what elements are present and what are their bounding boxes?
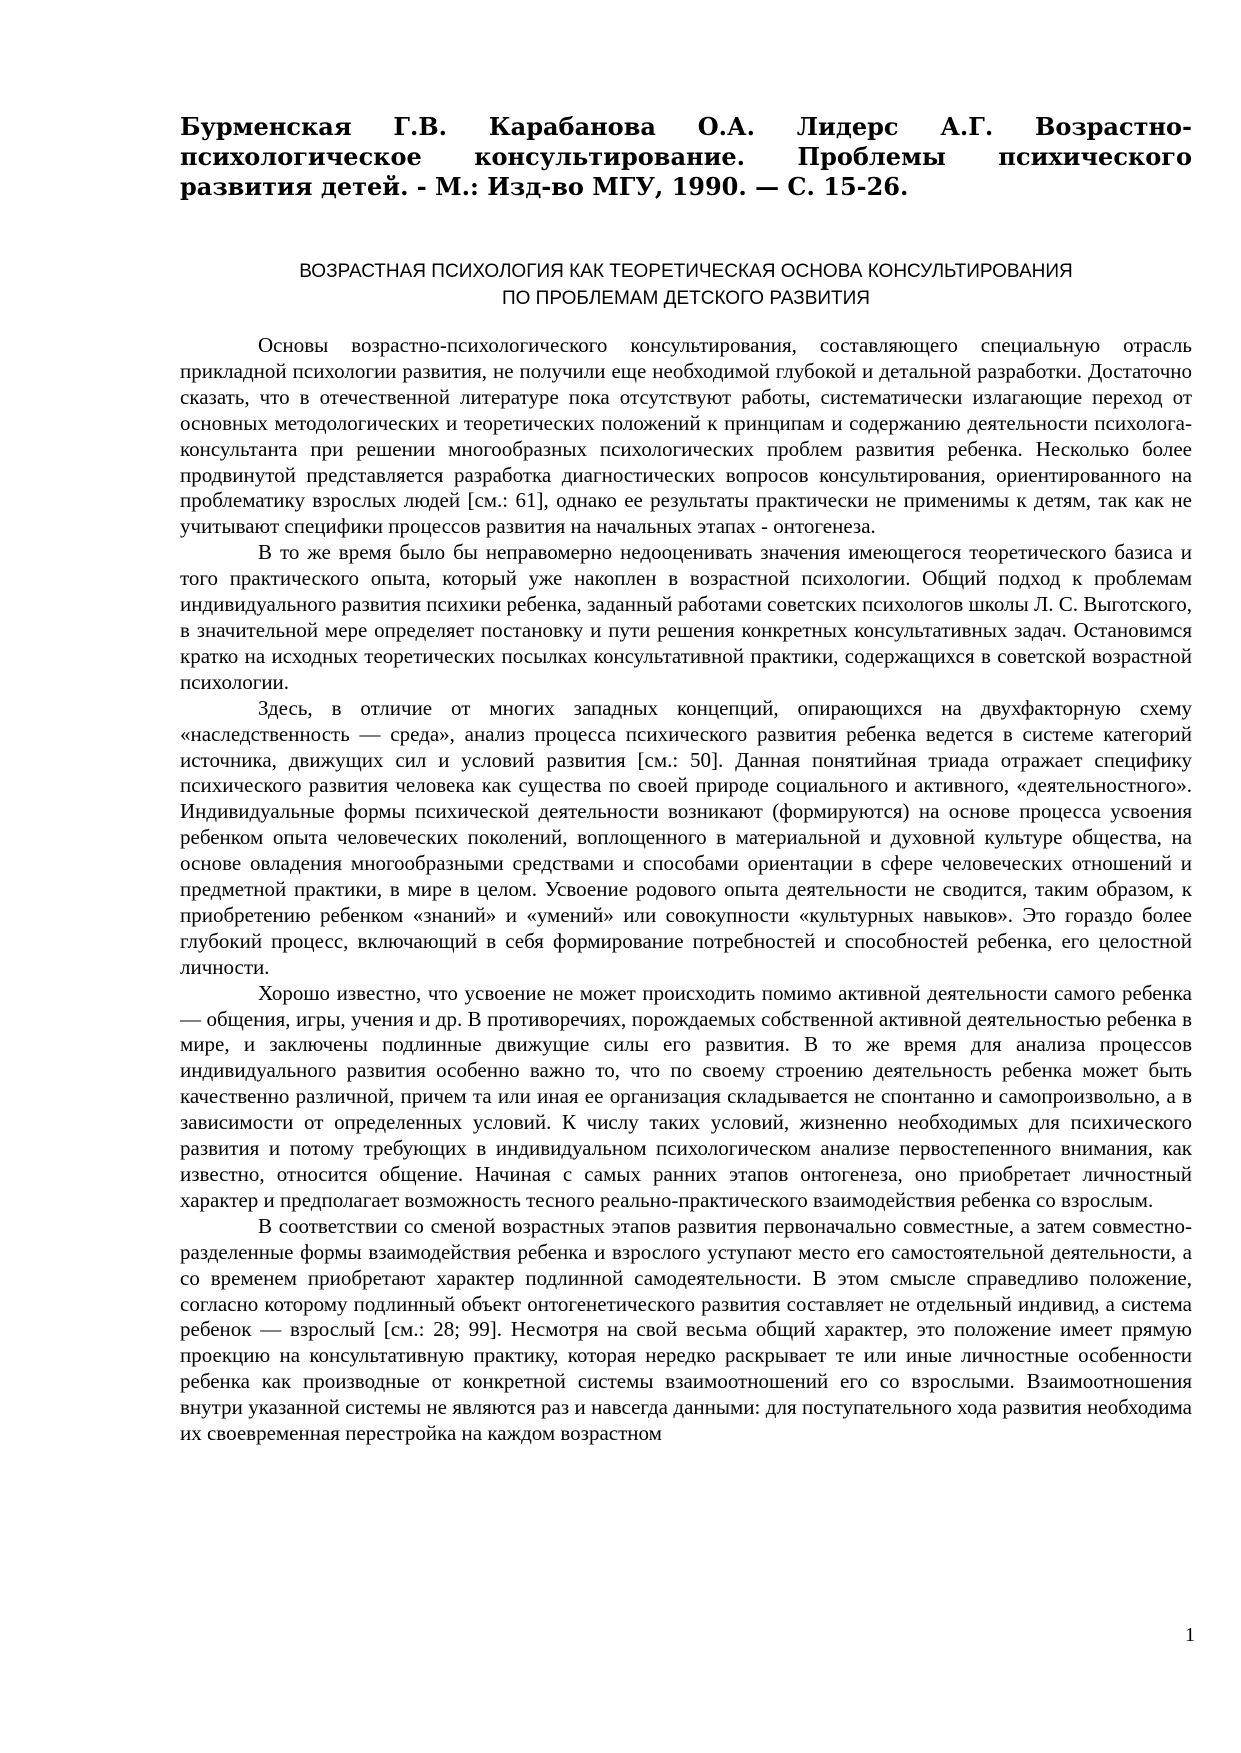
section-heading-line-1: ВОЗРАСТНАЯ ПСИХОЛОГИЯ КАК ТЕОРЕТИЧЕСКАЯ ОСНОВА КОНСУЛЬТИРОВАНИЯ — [299, 261, 1073, 282]
section-heading — [180, 258, 1192, 312]
paragraph-5: В соответствии со сменой возрастных этапов развития первоначально совместные, а затем совместно-разделенные формы взаимодействия ребенка и взрослого уступают место его самостоятельной деятельности, а со временем приобретают характер подлинной самодеятельности. В этом смысле справедливо положение, согласно которому подлинный объект онтогенетического развития составляет не отдельный индивид, а система ребенок — взрослый [см.: 28; 99]. Несмотря на свой весьма общий характер, это положение имеет прямую проекцию на консультативную практику, которая нередко раскрывает те или иные личностные особенности ребенка как производные от конкретной системы взаимоотношений его со взрослыми. Взаимоотношения внутри указанной системы не являются раз и навсегда данными: для поступательного хода развития необходима их своевременная перестройка на каждом возрастном — [180, 1213, 1192, 1446]
paragraph-4: Хорошо известно, что усвоение не может происходить помимо активной деятельности самого ребенка — общения, игры, учения и др. В противоречиях, порождаемых собственной активной деятельностью ребенка в мире, и заключены подлинные движущие силы его развития. В то же время для анализа процессов индивидуального развития особенно важно то, что по своему строению деятельность ребенка может быть качественно различной, причем та или иная ее организация складывается не спонтанно и самопроизвольно, а в зависимости от определенных условий. К числу таких условий, жизненно необходимых для психического развития и потому требующих в индивидуальном психологическом анализе первостепенного внимания, как известно, относится общение. Начиная с самых ранних этапов онтогенеза, оно приобретает личностный характер и предполагает возможность тесного реально-практического взаимодействия ребенка со взрослым. — [180, 980, 1192, 1212]
paragraph-2: В то же время было бы неправомерно недооценивать значения имеющегося теоретического базиса и того практического опыта, который уже накоплен в возрастной психологии. Общий подход к проблемам индивидуального развития психики ребенка, заданный работами советских психологов школы Л. С. Выготского, в значительной мере определяет постановку и пути решения конкретных консультативных задач. Остановимся кратко на исходных теоретических посылках консультативной практики, содержащихся в советской возрастной психологии. — [180, 540, 1192, 694]
page-number: 1 — [1185, 1624, 1195, 1646]
paragraph-3: Здесь, в отличие от многих западных концепций, опирающихся на двухфакторную схему «наследственность — среда», анализ процесса психического развития ребенка ведется в системе категорий источника, движущих сил и условий развития [см.: 50]. Данная понятийная триада отражает специфику психического развития человека как существа по своей природе социального и активного, «деятельностного». Индивидуальные формы психической деятельности возникают (формируются) на основе процесса усвоения ребенком опыта человеческих поколений, воплощенного в материальной и духовной культуре общества, на основе овладения многообразными средствами и способами ориентации в сфере человеческих отношений и предметной практики, в мире в целом. Усвоение родового опыта деятельности не сводится, таким образом, к приобретению ребенком «знаний» и «умений» или совокупности «культурных навыков». Это гораздо более глубокий процесс, включающий в себя формирование потребностей и способностей ребенка, его целостной личности. — [180, 695, 1192, 979]
paragraph-1: Основы возрастно-психологического консультирования, составляющего специальную отрасль прикладной психологии развития, не получили еще необходимой глубокой и детальной разработки. Достаточно сказать, что в отечественной литературе пока отсутствуют работы, систематически излагающие переход от основных методологических и теоретических положений к принципам и содержанию деятельности психолога-консультанта при решении многообразных психологических проблем развития ребенка. Несколько более продвинутой представляется разработка диагностических вопросов консультирования, ориентированного на проблематику взрослых людей [см.: 61], однако ее результаты практически не применимы к детям, так как не учитывают специфики процессов развития на начальных этапах - онтогенеза. — [180, 333, 1192, 539]
section-heading-line-2: ПО ПРОБЛЕМАМ ДЕТСКОГО РАЗВИТИЯ — [501, 288, 871, 309]
bibliographic-citation: Бурменская Г.В. Карабанова О.А. Лидерс А.Г. Возрастно-психологическое консультирование. Проблемы психического развития детей. - М.: Изд-во МГУ, 1990. — С. 15-26. — [180, 112, 1192, 201]
body-text — [180, 333, 1192, 1447]
